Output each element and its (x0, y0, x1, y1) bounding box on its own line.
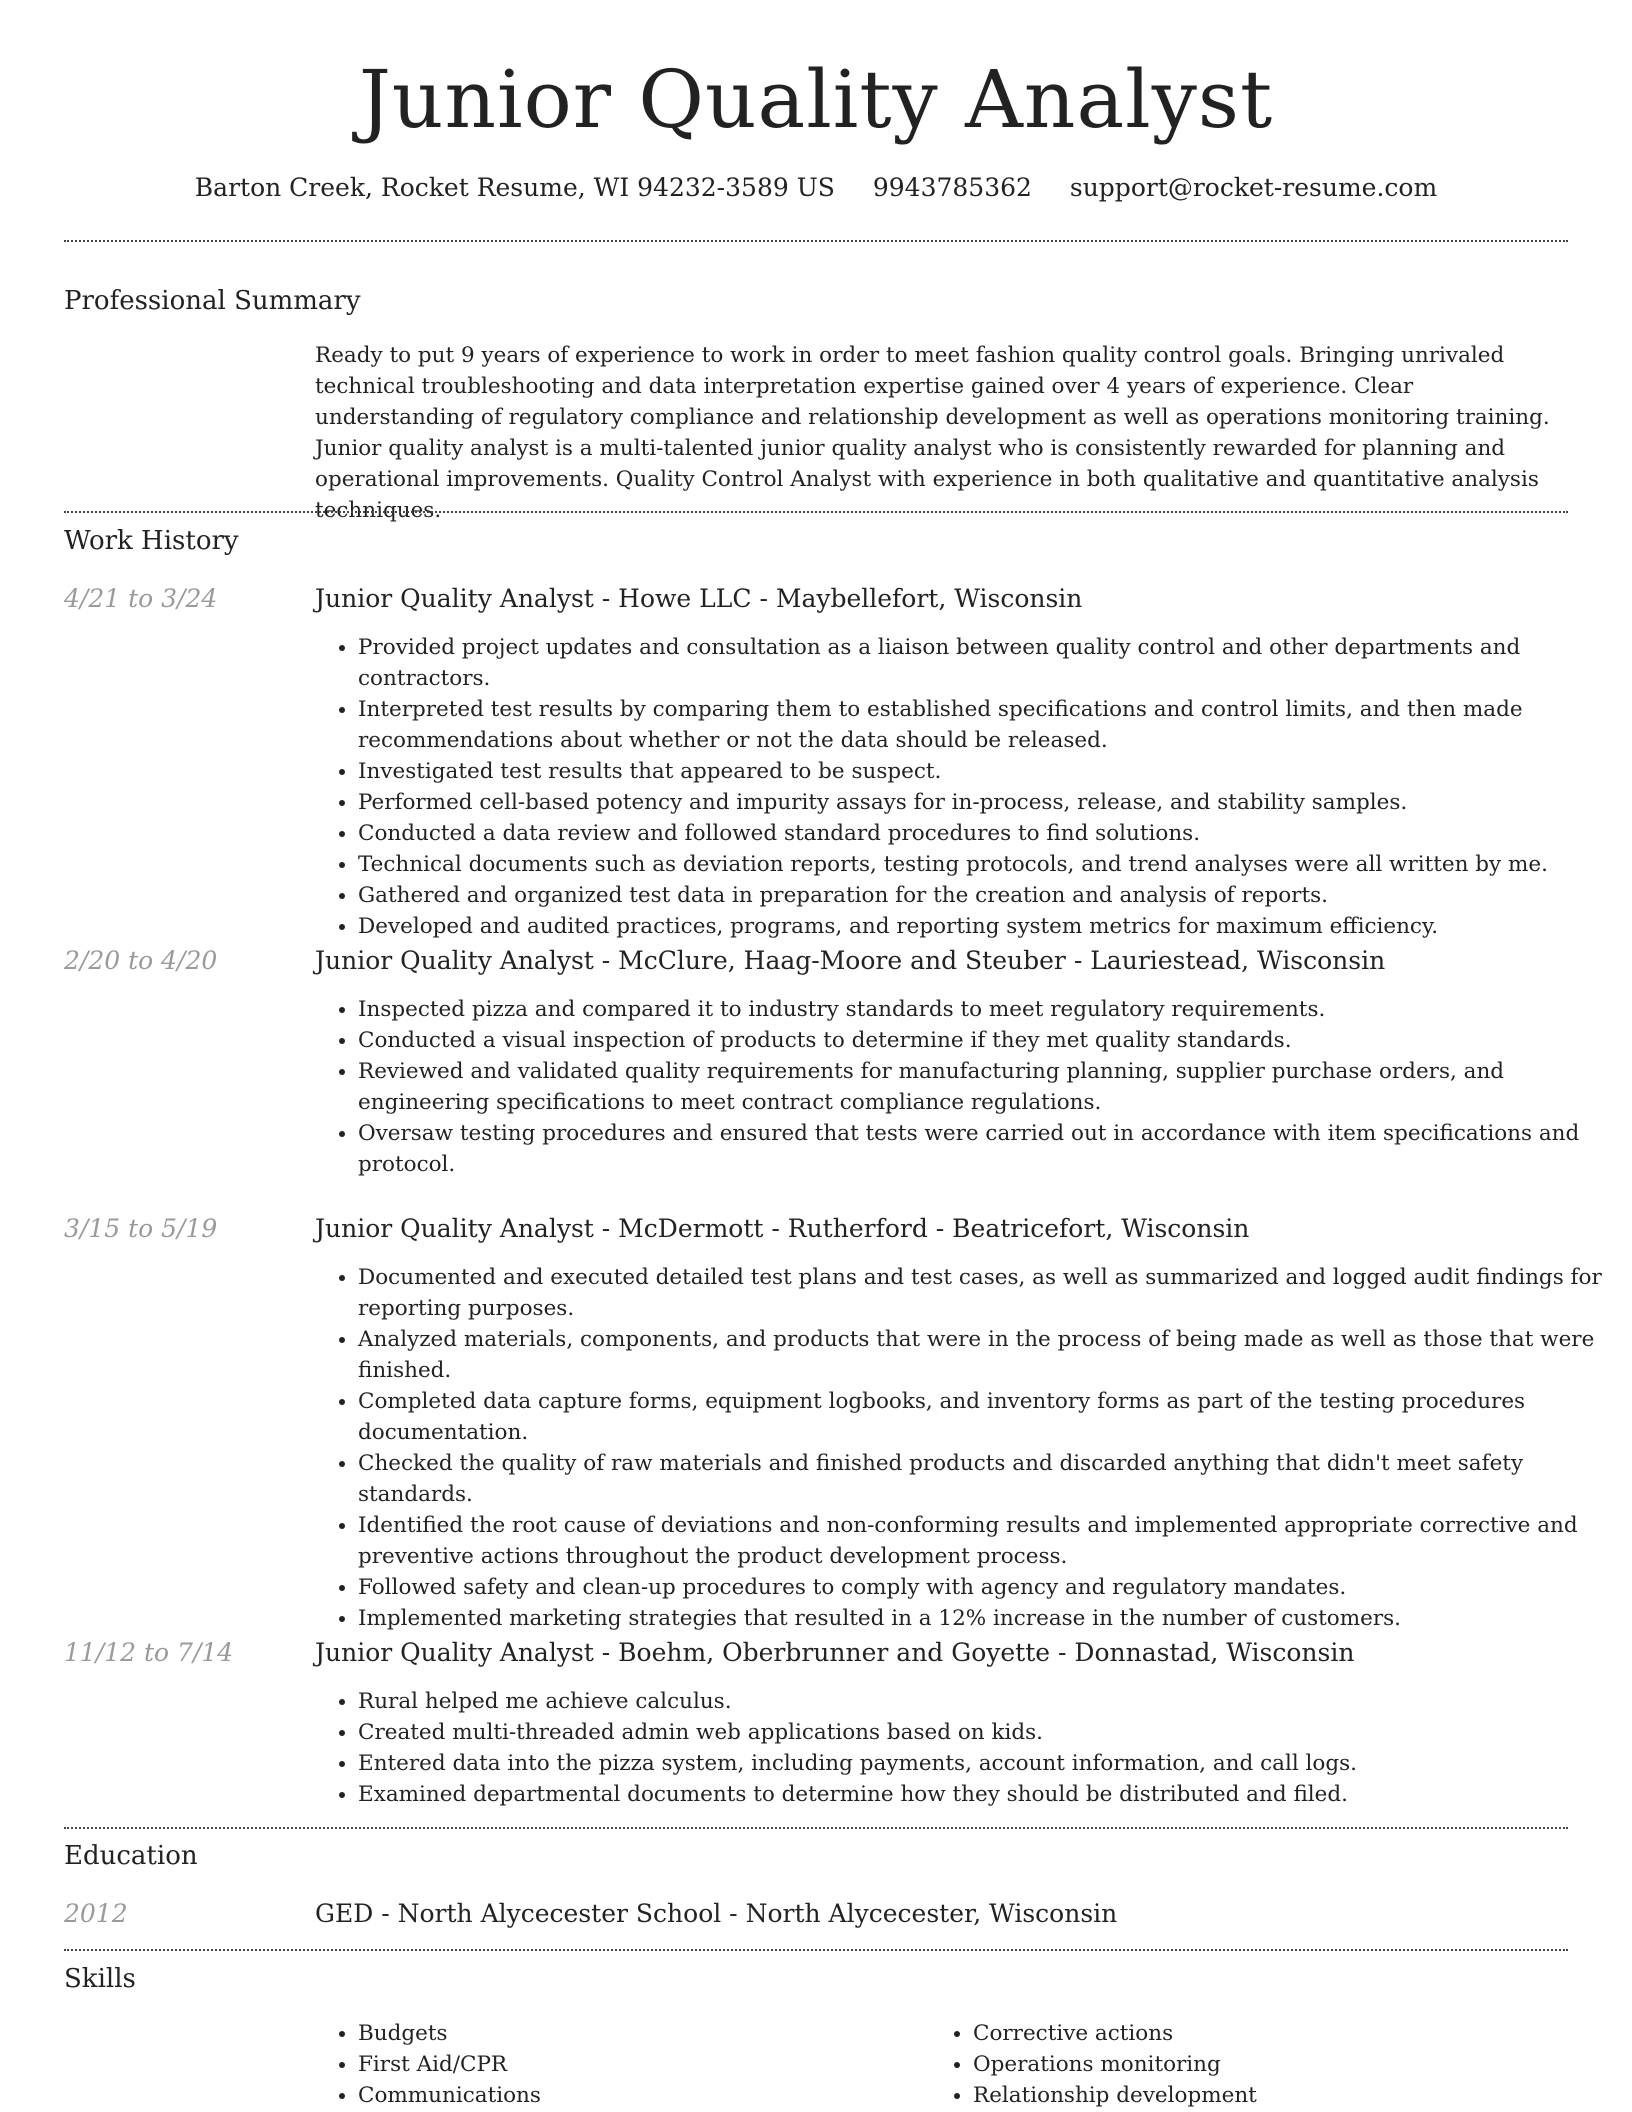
skill-item: • Operations monitoring (973, 2049, 1533, 2080)
divider (64, 511, 1568, 513)
section-title-summary: Professional Summary (64, 286, 361, 316)
job-bullets (315, 1686, 1616, 1810)
contact-phone: 9943785362 (872, 173, 1032, 202)
job-title: Junior Quality Analyst - McDermott - Rutherford - Beatricefort, Wisconsin (315, 1214, 1250, 1243)
section-title-work-history: Work History (64, 526, 239, 556)
education-entry: GED - North Alycecester School - North Alycecester, Wisconsin (315, 1899, 1118, 1928)
list-item: • Analyzed materials, components, and products that were in the process of being made as well as those that were finished. (358, 1324, 1616, 1386)
list-item: • Implemented marketing strategies that resulted in a 12% increase in the number of customers. (358, 1603, 1616, 1634)
list-item: • Developed and audited practices, programs, and reporting system metrics for maximum efficiency. (358, 911, 1616, 942)
list-item: • Identified the root cause of deviations and non-conforming results and implemented appropriate corrective and preventive actions throughout the product development process. (358, 1510, 1616, 1572)
job-bullets (315, 632, 1616, 942)
job-bullets (315, 994, 1616, 1180)
list-item: • Gathered and organized test data in preparation for the creation and analysis of reports. (358, 880, 1616, 911)
contact-email: support@rocket-resume.com (1069, 173, 1438, 202)
job-title: Junior Quality Analyst - Boehm, Oberbrunner and Goyette - Donnastad, Wisconsin (315, 1638, 1355, 1667)
skills-list-right (930, 2018, 1533, 2111)
divider (64, 1949, 1568, 1951)
contact-line (0, 172, 1632, 204)
list-item: • Conducted a visual inspection of products to determine if they met quality standards. (358, 1025, 1616, 1056)
list-item: • Inspected pizza and compared it to industry standards to meet regulatory requirements. (358, 994, 1616, 1025)
section-title-skills: Skills (64, 1964, 136, 1994)
job-dates: 11/12 to 7/14 (64, 1638, 234, 1667)
job-bullets (315, 1262, 1616, 1634)
candidate-name: Junior Quality Analyst (358, 53, 1274, 146)
education-year: 2012 (64, 1899, 128, 1928)
list-item: • Created multi-threaded admin web applications based on kids. (358, 1717, 1616, 1748)
list-item: • Performed cell-based potency and impurity assays for in-process, release, and stability samples. (358, 787, 1616, 818)
list-item: • Entered data into the pizza system, including payments, account information, and call logs. (358, 1748, 1616, 1779)
job-title: Junior Quality Analyst - Howe LLC - Maybellefort, Wisconsin (315, 584, 1083, 613)
skill-item: • Relationship development (973, 2080, 1533, 2111)
list-item: • Oversaw testing procedures and ensured that tests were carried out in accordance with item specifications and protocol. (358, 1118, 1616, 1180)
section-title-education: Education (64, 1841, 198, 1871)
divider (64, 1827, 1568, 1829)
list-item: • Followed safety and clean-up procedures to comply with agency and regulatory mandates. (358, 1572, 1616, 1603)
list-item: • Provided project updates and consultation as a liaison between quality control and other departments and contractors. (358, 632, 1616, 694)
list-item: • Technical documents such as deviation reports, testing protocols, and trend analyses were all written by me. (358, 849, 1616, 880)
skill-item: • First Aid/CPR (358, 2049, 918, 2080)
job-title: Junior Quality Analyst - McClure, Haag-Moore and Steuber - Lauriestead, Wisconsin (315, 946, 1386, 975)
list-item: • Conducted a data review and followed standard procedures to find solutions. (358, 818, 1616, 849)
skill-item: • Budgets (358, 2018, 918, 2049)
list-item: • Documented and executed detailed test plans and test cases, as well as summarized and logged audit findings for reporting purposes. (358, 1262, 1616, 1324)
skills-list-left (315, 2018, 918, 2111)
skill-item: • Corrective actions (973, 2018, 1533, 2049)
list-item: • Investigated test results that appeared to be suspect. (358, 756, 1616, 787)
job-dates: 4/21 to 3/24 (64, 584, 218, 613)
list-item: • Rural helped me achieve calculus. (358, 1686, 1616, 1717)
list-item: • Interpreted test results by comparing them to established specifications and control limits, and then made recommendations about whether or not the data should be released. (358, 694, 1616, 756)
divider (64, 240, 1568, 242)
job-dates: 3/15 to 5/19 (64, 1214, 218, 1243)
job-dates: 2/20 to 4/20 (64, 946, 218, 975)
list-item: • Reviewed and validated quality requirements for manufacturing planning, supplier purchase orders, and engineering specifications to meet contract compliance regulations. (358, 1056, 1616, 1118)
list-item: • Checked the quality of raw materials and finished products and discarded anything that didn't meet safety standards. (358, 1448, 1616, 1510)
skill-item: • Communications (358, 2080, 918, 2111)
list-item: • Completed data capture forms, equipment logbooks, and inventory forms as part of the testing procedures documentation. (358, 1386, 1616, 1448)
summary-text: Ready to put 9 years of experience to work in order to meet fashion quality control goals. Bringing unrivaled technical troubleshooting and data interpretation expertise gained over 4 years of experience. Clear understanding of regulatory compliance and relationship development as well as operations monitoring training. Junior quality analyst is a multi-talented junior quality analyst who is consistently rewarded for planning and operational improvements. Quality Control Analyst with experience in both qualitative and quantitative analysis techniques. (315, 343, 1550, 523)
contact-address: Barton Creek, Rocket Resume, WI 94232-3589 US (194, 173, 835, 202)
list-item: • Examined departmental documents to determine how they should be distributed and filed. (358, 1779, 1616, 1810)
